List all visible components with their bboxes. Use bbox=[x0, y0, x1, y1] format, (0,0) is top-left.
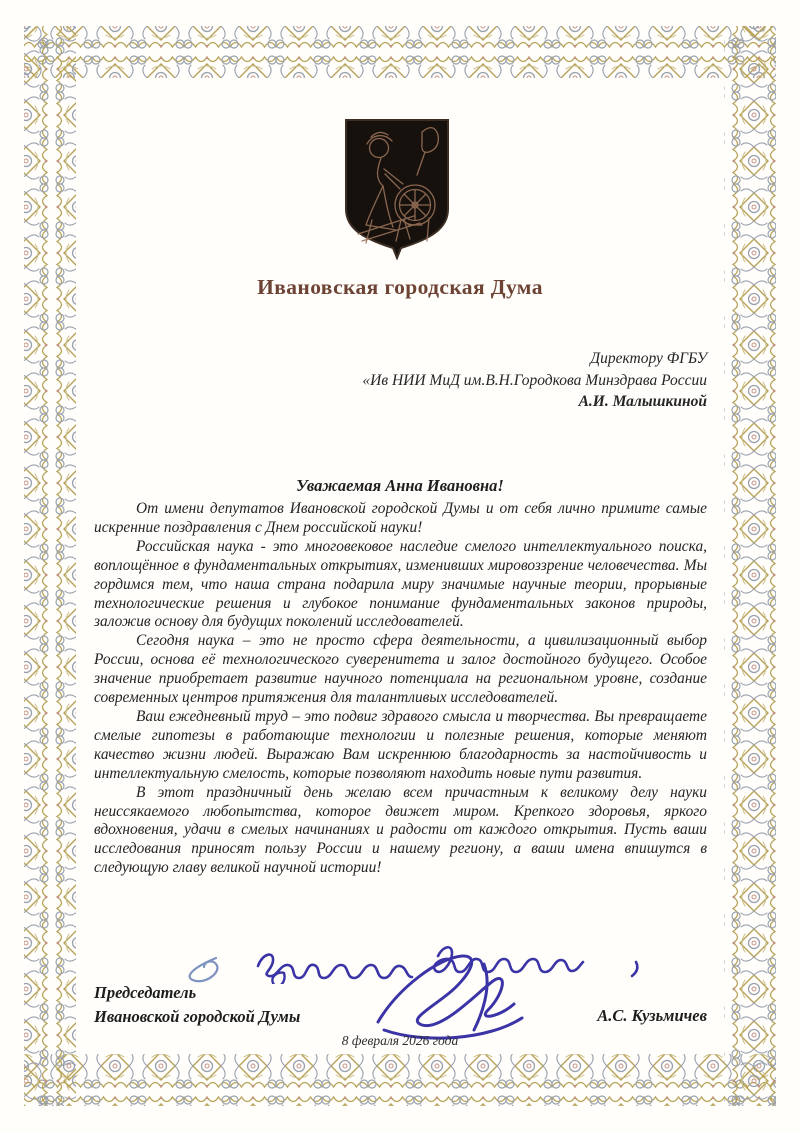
organization-title: Ивановская городская Дума bbox=[257, 275, 543, 299]
addressee-line: Директору ФГБУ bbox=[590, 350, 707, 367]
ivanovo-coat-of-arms-icon bbox=[338, 117, 456, 260]
signature-ink-icon bbox=[366, 950, 544, 1046]
paragraph: Российская наука - это многовековое наследие смелого интеллектуального поиска, воплощённое в фундаментальных открытиях, изменивших мировоззрение человечества. Мы гордимся тем, что наша страна подарила миру значимые научные теории, прорывные технологические решения и глубокое понимание фундаментальных законов природы, заложив основу для будущих поколений исследователей. bbox=[94, 537, 707, 631]
position-line: Председатель bbox=[94, 983, 197, 1002]
salutation: Уважаемая Анна Ивановна! bbox=[296, 476, 504, 495]
letter-body bbox=[94, 500, 707, 878]
paragraph: От имени депутатов Ивановской городской Думы и от себя лично примите самые искренние поздравления с Днем российской науки! bbox=[94, 500, 707, 536]
position-line: Ивановской городской Думы bbox=[94, 1007, 301, 1026]
signatory-position bbox=[94, 981, 300, 1029]
paragraph: Ваш ежедневный труд – это подвиг здравого смысла и творчества. Вы превращаете смелые гипотезы в работающие технологии и полезные решения, которые меняют качество жизни людей. Выражаю Вам искреннюю благодарность за настойчивость и интеллектуальную смелость, которые позволяют находить новые пути развития. bbox=[94, 707, 707, 782]
signatory-name: А.С. Кузьмичев bbox=[597, 1006, 707, 1025]
paragraph: В этот праздничный день желаю всем причастным к великому делу науки неиссякаемого любопытства, которое движет миром. Крепкого здоровья, яркого вдохновения, удачи в смелых начинаниях и радости от каждого открытия. Пусть ваши исследования приносят пользу России и нашему региону, а ваши имена впишутся в следующую главу великой научной истории! bbox=[94, 783, 707, 877]
addressee-line: «Ив НИИ МиД им.В.Н.Городкова Минздрава России bbox=[362, 371, 707, 389]
addressee-name: А.И. Малышкиной bbox=[578, 393, 707, 410]
paragraph: Сегодня наука – это не просто сфера деятельности, а цивилизационный выбор России, основа её технологического суверенитета и залог достойного будущего. Особое значение приобретает развитие научного потенциала на региональном уровне, создание современных центров притяжения для талантливых исследователей. bbox=[94, 632, 707, 707]
handwritten-signature bbox=[366, 950, 544, 1046]
document-date: 8 февраля 2026 года bbox=[341, 1033, 459, 1048]
addressee-block bbox=[362, 348, 707, 413]
